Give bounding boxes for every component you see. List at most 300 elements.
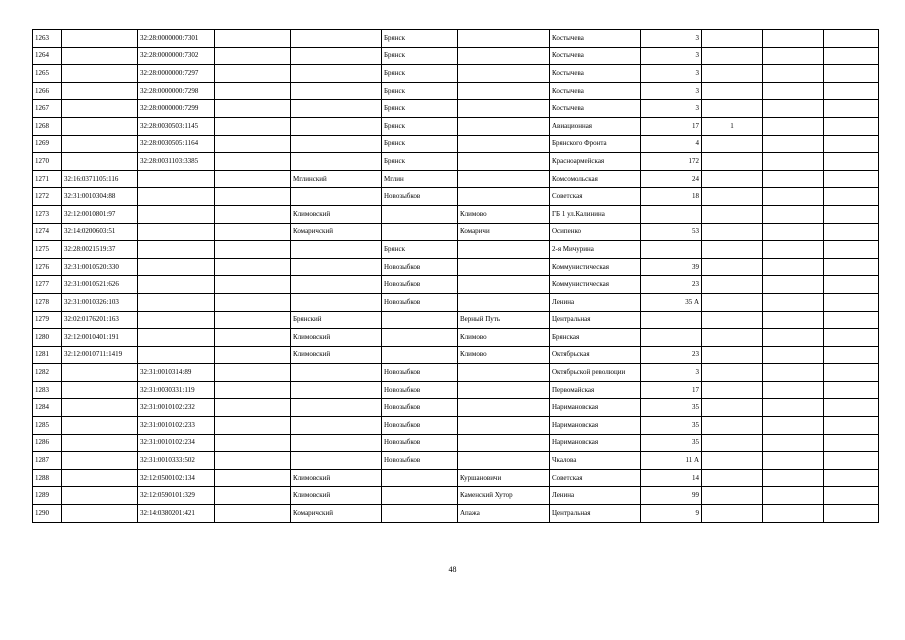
row-number-cell: 1287 — [33, 452, 62, 470]
blank-cell — [215, 381, 291, 399]
building-cell — [702, 417, 763, 435]
building-cell — [702, 241, 763, 259]
blank-cell — [763, 170, 824, 188]
cadastral-number-cell: 32:31:0010304:88 — [62, 188, 138, 206]
row-number-cell: 1271 — [33, 170, 62, 188]
house-number-cell: 24 — [641, 170, 702, 188]
row-number-cell: 1281 — [33, 346, 62, 364]
cadastral-number-cell — [62, 135, 138, 153]
cadastral-number-cell — [138, 293, 215, 311]
district-cell: Комаричский — [291, 505, 382, 523]
blank-cell — [824, 329, 879, 347]
building-cell — [702, 223, 763, 241]
city-cell — [382, 469, 458, 487]
blank-cell — [824, 452, 879, 470]
blank-cell — [763, 30, 824, 48]
city-cell: Брянск — [382, 117, 458, 135]
row-number-cell: 1286 — [33, 434, 62, 452]
district-cell — [291, 188, 382, 206]
blank-cell — [215, 188, 291, 206]
district-cell — [291, 82, 382, 100]
table-row — [33, 293, 879, 311]
row-number-cell: 1263 — [33, 30, 62, 48]
street-cell: Наримановская — [550, 417, 641, 435]
street-cell: Советская — [550, 469, 641, 487]
cadastral-number-cell: 32:31:0010314:89 — [138, 364, 215, 382]
blank-cell — [824, 346, 879, 364]
settlement-cell — [458, 381, 550, 399]
city-cell: Брянск — [382, 82, 458, 100]
building-cell — [702, 346, 763, 364]
table-row — [33, 434, 879, 452]
house-number-cell: 23 — [641, 346, 702, 364]
blank-cell — [763, 241, 824, 259]
table-row — [33, 135, 879, 153]
city-cell: Новозыбков — [382, 381, 458, 399]
cadastral-number-cell: 32:28:0000000:7301 — [138, 30, 215, 48]
street-cell: Наримановская — [550, 434, 641, 452]
cadastral-number-cell: 32:12:0500102:134 — [138, 469, 215, 487]
house-number-cell: 39 — [641, 258, 702, 276]
street-cell: Костычева — [550, 65, 641, 83]
settlement-cell: Каменский Хутор — [458, 487, 550, 505]
blank-cell — [824, 381, 879, 399]
city-cell: Мглин — [382, 170, 458, 188]
blank-cell — [824, 100, 879, 118]
blank-cell — [215, 434, 291, 452]
cadastral-number-cell — [62, 153, 138, 171]
city-cell: Брянск — [382, 65, 458, 83]
row-number-cell: 1270 — [33, 153, 62, 171]
cadastral-number-cell — [62, 364, 138, 382]
street-cell: Коммунистическая — [550, 276, 641, 294]
blank-cell — [215, 346, 291, 364]
cadastral-number-cell — [138, 170, 215, 188]
blank-cell — [215, 100, 291, 118]
cadastral-number-cell — [62, 30, 138, 48]
building-cell — [702, 329, 763, 347]
house-number-cell: 17 — [641, 117, 702, 135]
settlement-cell: Климово — [458, 329, 550, 347]
row-number-cell: 1272 — [33, 188, 62, 206]
cadastral-number-cell: 32:28:0021519:37 — [62, 241, 138, 259]
cadastral-number-cell: 32:28:0000000:7299 — [138, 100, 215, 118]
table-row — [33, 505, 879, 523]
blank-cell — [763, 188, 824, 206]
city-cell — [382, 505, 458, 523]
table-row — [33, 452, 879, 470]
settlement-cell — [458, 100, 550, 118]
row-number-cell: 1273 — [33, 205, 62, 223]
cadastral-number-cell: 32:12:0010711:1419 — [62, 346, 138, 364]
cadastral-number-cell: 32:12:0590101:329 — [138, 487, 215, 505]
table-row — [33, 276, 879, 294]
row-number-cell: 1289 — [33, 487, 62, 505]
city-cell — [382, 329, 458, 347]
cadastral-number-cell: 32:28:0030505:1164 — [138, 135, 215, 153]
row-number-cell: 1285 — [33, 417, 62, 435]
street-cell: ГБ 1 ул.Калинина — [550, 205, 641, 223]
table-row — [33, 487, 879, 505]
house-number-cell — [641, 205, 702, 223]
house-number-cell: 35 А — [641, 293, 702, 311]
cadastral-number-cell — [138, 329, 215, 347]
street-cell: Коммунистическая — [550, 258, 641, 276]
settlement-cell — [458, 170, 550, 188]
cadastral-number-cell — [62, 487, 138, 505]
settlement-cell — [458, 65, 550, 83]
cadastral-number-cell — [138, 241, 215, 259]
blank-cell — [215, 170, 291, 188]
row-number-cell: 1269 — [33, 135, 62, 153]
blank-cell — [824, 135, 879, 153]
blank-cell — [824, 30, 879, 48]
row-number-cell: 1283 — [33, 381, 62, 399]
settlement-cell — [458, 258, 550, 276]
street-cell: 2-я Мичурина — [550, 241, 641, 259]
blank-cell — [215, 452, 291, 470]
district-cell: Мглинский — [291, 170, 382, 188]
table-row — [33, 241, 879, 259]
blank-cell — [763, 311, 824, 329]
settlement-cell — [458, 434, 550, 452]
building-cell — [702, 293, 763, 311]
row-number-cell: 1275 — [33, 241, 62, 259]
blank-cell — [824, 170, 879, 188]
city-cell: Новозыбков — [382, 452, 458, 470]
row-number-cell: 1280 — [33, 329, 62, 347]
city-cell: Брянск — [382, 47, 458, 65]
page-number: 48 — [448, 565, 457, 574]
district-cell — [291, 293, 382, 311]
building-cell — [702, 452, 763, 470]
district-cell — [291, 47, 382, 65]
street-cell: Октябрьская — [550, 346, 641, 364]
blank-cell — [824, 153, 879, 171]
blank-cell — [824, 399, 879, 417]
settlement-cell — [458, 293, 550, 311]
cadastral-number-cell: 32:28:0000000:7298 — [138, 82, 215, 100]
house-number-cell: 3 — [641, 30, 702, 48]
cadastral-number-cell — [62, 434, 138, 452]
street-cell: Красноармейская — [550, 153, 641, 171]
cadastral-number-cell: 32:31:0010102:232 — [138, 399, 215, 417]
street-cell: Брянского Фронта — [550, 135, 641, 153]
street-cell: Костычева — [550, 30, 641, 48]
district-cell — [291, 117, 382, 135]
settlement-cell — [458, 135, 550, 153]
blank-cell — [215, 311, 291, 329]
street-cell: Ленина — [550, 487, 641, 505]
blank-cell — [215, 135, 291, 153]
district-cell: Комаричский — [291, 223, 382, 241]
table-row — [33, 65, 879, 83]
building-cell — [702, 399, 763, 417]
table-row — [33, 82, 879, 100]
table-row — [33, 329, 879, 347]
table-row — [33, 47, 879, 65]
house-number-cell: 23 — [641, 276, 702, 294]
cadastral-number-cell: 32:12:0010401:191 — [62, 329, 138, 347]
house-number-cell: 14 — [641, 469, 702, 487]
building-cell — [702, 311, 763, 329]
settlement-cell — [458, 188, 550, 206]
building-cell — [702, 205, 763, 223]
house-number-cell: 99 — [641, 487, 702, 505]
house-number-cell: 3 — [641, 82, 702, 100]
cadastral-number-cell — [62, 452, 138, 470]
cadastral-number-cell: 32:31:0010102:234 — [138, 434, 215, 452]
blank-cell — [824, 505, 879, 523]
table-row — [33, 311, 879, 329]
street-cell: Брянская — [550, 329, 641, 347]
settlement-cell — [458, 30, 550, 48]
blank-cell — [824, 364, 879, 382]
city-cell — [382, 223, 458, 241]
blank-cell — [215, 82, 291, 100]
district-cell: Климовский — [291, 487, 382, 505]
cadastral-number-cell: 32:14:0200603:51 — [62, 223, 138, 241]
city-cell: Новозыбков — [382, 293, 458, 311]
row-number-cell: 1276 — [33, 258, 62, 276]
cadastral-number-cell: 32:12:0010801:97 — [62, 205, 138, 223]
district-cell — [291, 153, 382, 171]
city-cell: Брянск — [382, 241, 458, 259]
table-row — [33, 117, 879, 135]
blank-cell — [763, 505, 824, 523]
table-row — [33, 346, 879, 364]
settlement-cell — [458, 117, 550, 135]
cadastral-number-cell — [62, 399, 138, 417]
cadastral-number-cell — [138, 205, 215, 223]
building-cell — [702, 469, 763, 487]
blank-cell — [763, 117, 824, 135]
blank-cell — [763, 82, 824, 100]
cadastral-number-cell — [138, 276, 215, 294]
settlement-cell: Комаричи — [458, 223, 550, 241]
city-cell: Новозыбков — [382, 434, 458, 452]
street-cell: Костычева — [550, 100, 641, 118]
blank-cell — [763, 381, 824, 399]
house-number-cell: 3 — [641, 47, 702, 65]
district-cell — [291, 399, 382, 417]
row-number-cell: 1288 — [33, 469, 62, 487]
blank-cell — [763, 276, 824, 294]
table-row — [33, 399, 879, 417]
blank-cell — [824, 117, 879, 135]
building-cell — [702, 100, 763, 118]
building-cell — [702, 434, 763, 452]
building-cell — [702, 135, 763, 153]
row-number-cell: 1278 — [33, 293, 62, 311]
table-body — [33, 30, 879, 523]
blank-cell — [763, 223, 824, 241]
house-number-cell: 9 — [641, 505, 702, 523]
building-cell — [702, 82, 763, 100]
building-cell — [702, 487, 763, 505]
blank-cell — [763, 293, 824, 311]
blank-cell — [215, 65, 291, 83]
blank-cell — [763, 153, 824, 171]
house-number-cell — [641, 241, 702, 259]
district-cell — [291, 100, 382, 118]
house-number-cell: 35 — [641, 399, 702, 417]
building-cell — [702, 30, 763, 48]
cadastral-number-cell: 32:14:0380201:421 — [138, 505, 215, 523]
building-cell — [702, 65, 763, 83]
blank-cell — [215, 505, 291, 523]
cadastral-number-cell — [138, 223, 215, 241]
street-cell: Авиационная — [550, 117, 641, 135]
house-number-cell: 3 — [641, 65, 702, 83]
settlement-cell — [458, 47, 550, 65]
cadastral-number-cell — [62, 505, 138, 523]
row-number-cell: 1274 — [33, 223, 62, 241]
city-cell — [382, 205, 458, 223]
row-number-cell: 1266 — [33, 82, 62, 100]
building-cell — [702, 381, 763, 399]
table-row — [33, 258, 879, 276]
cadastral-number-cell — [62, 47, 138, 65]
row-number-cell: 1282 — [33, 364, 62, 382]
blank-cell — [763, 65, 824, 83]
blank-cell — [215, 117, 291, 135]
building-cell — [702, 153, 763, 171]
blank-cell — [824, 47, 879, 65]
table-row — [33, 417, 879, 435]
street-cell: Костычева — [550, 82, 641, 100]
blank-cell — [215, 417, 291, 435]
blank-cell — [824, 223, 879, 241]
settlement-cell: Апажа — [458, 505, 550, 523]
blank-cell — [824, 65, 879, 83]
building-cell — [702, 170, 763, 188]
row-number-cell: 1279 — [33, 311, 62, 329]
street-cell: Центральная — [550, 505, 641, 523]
district-cell: Климовский — [291, 346, 382, 364]
settlement-cell — [458, 276, 550, 294]
district-cell — [291, 434, 382, 452]
table-row — [33, 205, 879, 223]
cadastral-number-cell — [62, 82, 138, 100]
house-number-cell — [641, 329, 702, 347]
district-cell — [291, 364, 382, 382]
blank-cell — [824, 487, 879, 505]
blank-cell — [824, 188, 879, 206]
house-number-cell: 53 — [641, 223, 702, 241]
blank-cell — [215, 469, 291, 487]
cadastral-number-cell — [62, 100, 138, 118]
city-cell: Новозыбков — [382, 399, 458, 417]
building-cell — [702, 47, 763, 65]
street-cell: Костычева — [550, 47, 641, 65]
cadastral-number-cell: 32:28:0031103:3385 — [138, 153, 215, 171]
blank-cell — [215, 258, 291, 276]
cadastral-number-cell — [62, 117, 138, 135]
table-row — [33, 188, 879, 206]
cadastral-number-cell: 32:31:0010102:233 — [138, 417, 215, 435]
cadastral-number-cell: 32:02:0176201:163 — [62, 311, 138, 329]
street-cell: Комсомольская — [550, 170, 641, 188]
district-cell — [291, 417, 382, 435]
blank-cell — [763, 329, 824, 347]
blank-cell — [824, 469, 879, 487]
cadastral-number-cell — [138, 346, 215, 364]
city-cell: Брянск — [382, 135, 458, 153]
house-number-cell: 172 — [641, 153, 702, 171]
street-cell: Первомайская — [550, 381, 641, 399]
blank-cell — [215, 153, 291, 171]
street-cell: Октябрьской революции — [550, 364, 641, 382]
table-row — [33, 30, 879, 48]
blank-cell — [215, 487, 291, 505]
blank-cell — [824, 417, 879, 435]
blank-cell — [824, 241, 879, 259]
house-number-cell: 17 — [641, 381, 702, 399]
building-cell — [702, 276, 763, 294]
city-cell — [382, 311, 458, 329]
house-number-cell: 18 — [641, 188, 702, 206]
row-number-cell: 1267 — [33, 100, 62, 118]
blank-cell — [215, 223, 291, 241]
blank-cell — [824, 311, 879, 329]
settlement-cell — [458, 153, 550, 171]
street-cell: Советская — [550, 188, 641, 206]
settlement-cell — [458, 82, 550, 100]
table-row — [33, 170, 879, 188]
house-number-cell: 35 — [641, 434, 702, 452]
cadastral-number-cell — [62, 417, 138, 435]
settlement-cell — [458, 399, 550, 417]
blank-cell — [763, 135, 824, 153]
blank-cell — [763, 452, 824, 470]
blank-cell — [763, 346, 824, 364]
blank-cell — [763, 205, 824, 223]
table-row — [33, 364, 879, 382]
building-cell — [702, 258, 763, 276]
house-number-cell: 4 — [641, 135, 702, 153]
register-table — [32, 29, 879, 523]
cadastral-number-cell: 32:31:0010326:103 — [62, 293, 138, 311]
cadastral-number-cell: 32:28:0030503:1145 — [138, 117, 215, 135]
settlement-cell — [458, 452, 550, 470]
blank-cell — [215, 364, 291, 382]
blank-cell — [824, 82, 879, 100]
city-cell: Брянск — [382, 153, 458, 171]
cadastral-number-cell: 32:28:0000000:7302 — [138, 47, 215, 65]
cadastral-number-cell — [62, 469, 138, 487]
settlement-cell — [458, 241, 550, 259]
district-cell — [291, 65, 382, 83]
blank-cell — [215, 241, 291, 259]
settlement-cell — [458, 364, 550, 382]
cadastral-number-cell — [138, 258, 215, 276]
blank-cell — [824, 205, 879, 223]
street-cell: Наримановская — [550, 399, 641, 417]
blank-cell — [763, 469, 824, 487]
blank-cell — [215, 329, 291, 347]
cadastral-number-cell — [62, 381, 138, 399]
cadastral-number-cell — [62, 65, 138, 83]
settlement-cell: Куршановичи — [458, 469, 550, 487]
street-cell: Ленина — [550, 293, 641, 311]
district-cell: Климовский — [291, 329, 382, 347]
city-cell — [382, 346, 458, 364]
blank-cell — [763, 434, 824, 452]
table-row — [33, 469, 879, 487]
row-number-cell: 1284 — [33, 399, 62, 417]
blank-cell — [215, 30, 291, 48]
